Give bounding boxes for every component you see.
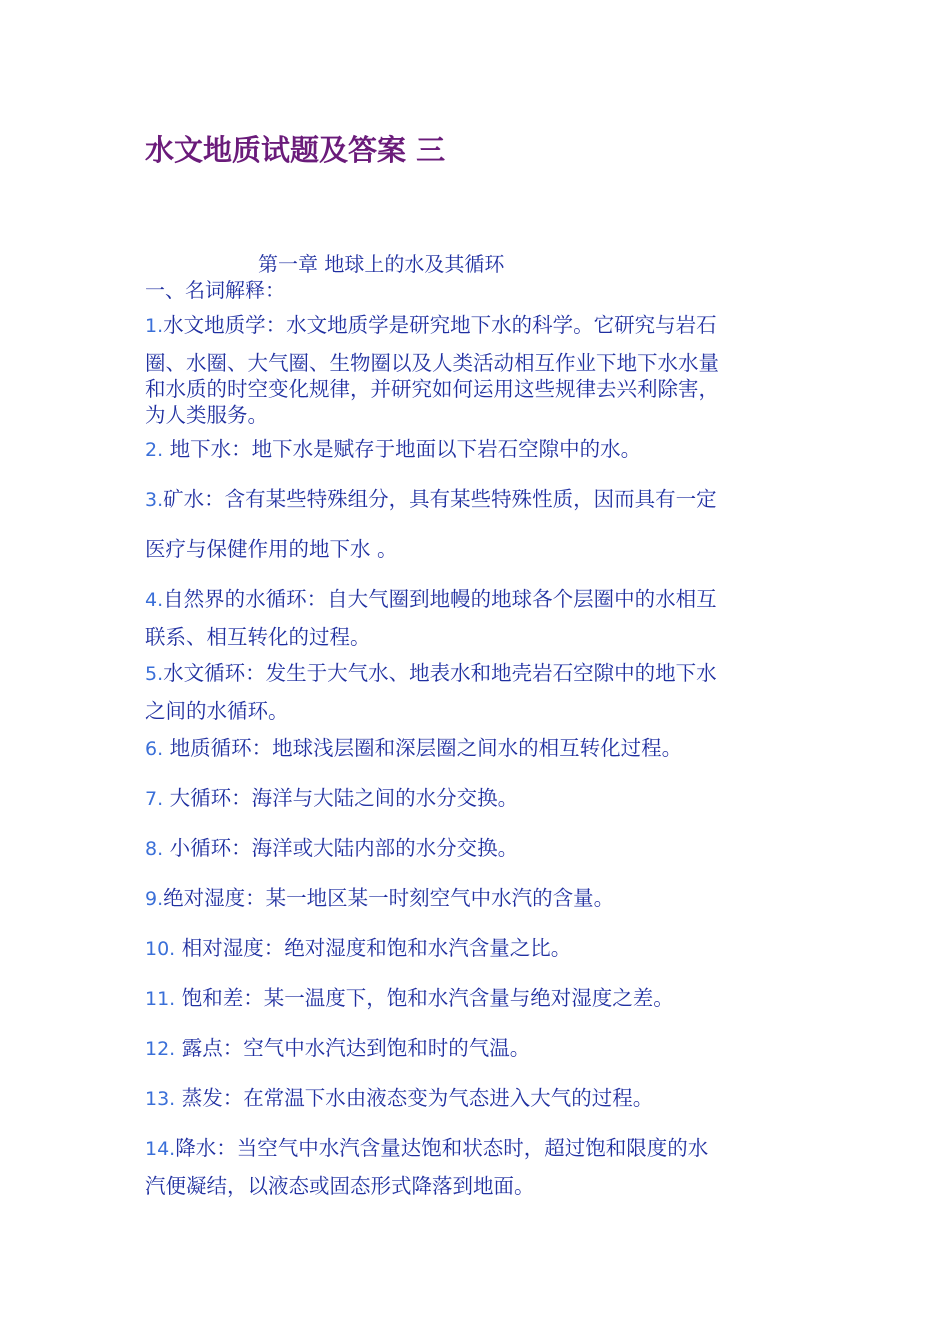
definition-text: 大循环：海洋与大陆之间的水分交换。 <box>163 786 519 810</box>
entry-number: 2. <box>145 439 164 461</box>
definition-line <box>145 656 717 686</box>
document-title: 水文地质试题及答案 三 <box>145 133 446 167</box>
chapter-heading: 第一章 地球上的水及其循环 <box>258 252 505 276</box>
entry-number: 12. <box>145 1038 176 1060</box>
definition-line <box>145 881 614 911</box>
definition-line <box>145 582 717 612</box>
definition-text: 矿水：含有某些特殊组分，具有某些特殊性质，因而具有一定 <box>163 487 717 511</box>
definition-line: 医疗与保健作用的地下水 。 <box>145 537 398 561</box>
definition-text: 地下水：地下水是赋存于地面以下岩石空隙中的水。 <box>163 437 642 461</box>
definition-line: 为人类服务。 <box>145 403 268 427</box>
definition-line <box>145 1081 653 1111</box>
definition-text: 饱和差：某一温度下，饱和水汽含量与绝对湿度之差。 <box>175 986 674 1010</box>
entry-number: 14. <box>145 1138 176 1160</box>
entry-number: 4. <box>145 589 164 611</box>
definition-line: 之间的水循环。 <box>145 699 289 723</box>
definition-text: 小循环：海洋或大陆内部的水分交换。 <box>163 836 519 860</box>
definition-text: 水文循环：发生于大气水、地表水和地壳岩石空隙中的地下水 <box>163 661 717 685</box>
definition-line: 圈、水圈、大气圈、生物圈以及人类活动相互作业下地下水水量 <box>145 351 719 375</box>
definition-line <box>145 482 717 512</box>
definition-line <box>145 1031 530 1061</box>
definition-text: 蒸发：在常温下水由液态变为气态进入大气的过程。 <box>175 1086 654 1110</box>
definition-text: 降水：当空气中水汽含量达饱和状态时，超过饱和限度的水 <box>175 1136 709 1160</box>
entry-number: 6. <box>145 738 164 760</box>
definition-line <box>145 981 674 1011</box>
definition-line <box>145 432 641 462</box>
definition-text: 相对湿度：绝对湿度和饱和水汽含量之比。 <box>175 936 572 960</box>
definition-text: 水文地质学：水文地质学是研究地下水的科学。它研究与岩石 <box>163 313 717 337</box>
entry-number: 7. <box>145 788 164 810</box>
definition-line <box>145 1131 708 1161</box>
entry-number: 8. <box>145 838 164 860</box>
definition-text: 自然界的水循环：自大气圈到地幔的地球各个层圈中的水相互 <box>163 587 717 611</box>
definition-line <box>145 308 717 338</box>
definition-line <box>145 831 518 861</box>
entry-number: 3. <box>145 489 164 511</box>
definition-line: 和水质的时空变化规律，并研究如何运用这些规律去兴利除害， <box>145 377 719 401</box>
definition-line: 联系、相互转化的过程。 <box>145 625 371 649</box>
entry-number: 5. <box>145 663 164 685</box>
entry-number: 10. <box>145 938 176 960</box>
definition-line <box>145 731 682 761</box>
definition-line <box>145 931 571 961</box>
entry-number: 1. <box>145 315 164 337</box>
definition-line: 汽便凝结，以液态或固态形式降落到地面。 <box>145 1174 535 1198</box>
definition-text: 地质循环：地球浅层圈和深层圈之间水的相互转化过程。 <box>163 736 683 760</box>
definition-line <box>145 781 518 811</box>
entry-number: 13. <box>145 1088 176 1110</box>
entry-number: 11. <box>145 988 176 1010</box>
definition-text: 露点：空气中水汽达到饱和时的气温。 <box>175 1036 531 1060</box>
section-heading: 一、名词解释： <box>145 278 285 302</box>
definition-text: 绝对湿度：某一地区某一时刻空气中水汽的含量。 <box>163 886 615 910</box>
entry-number: 9. <box>145 888 164 910</box>
